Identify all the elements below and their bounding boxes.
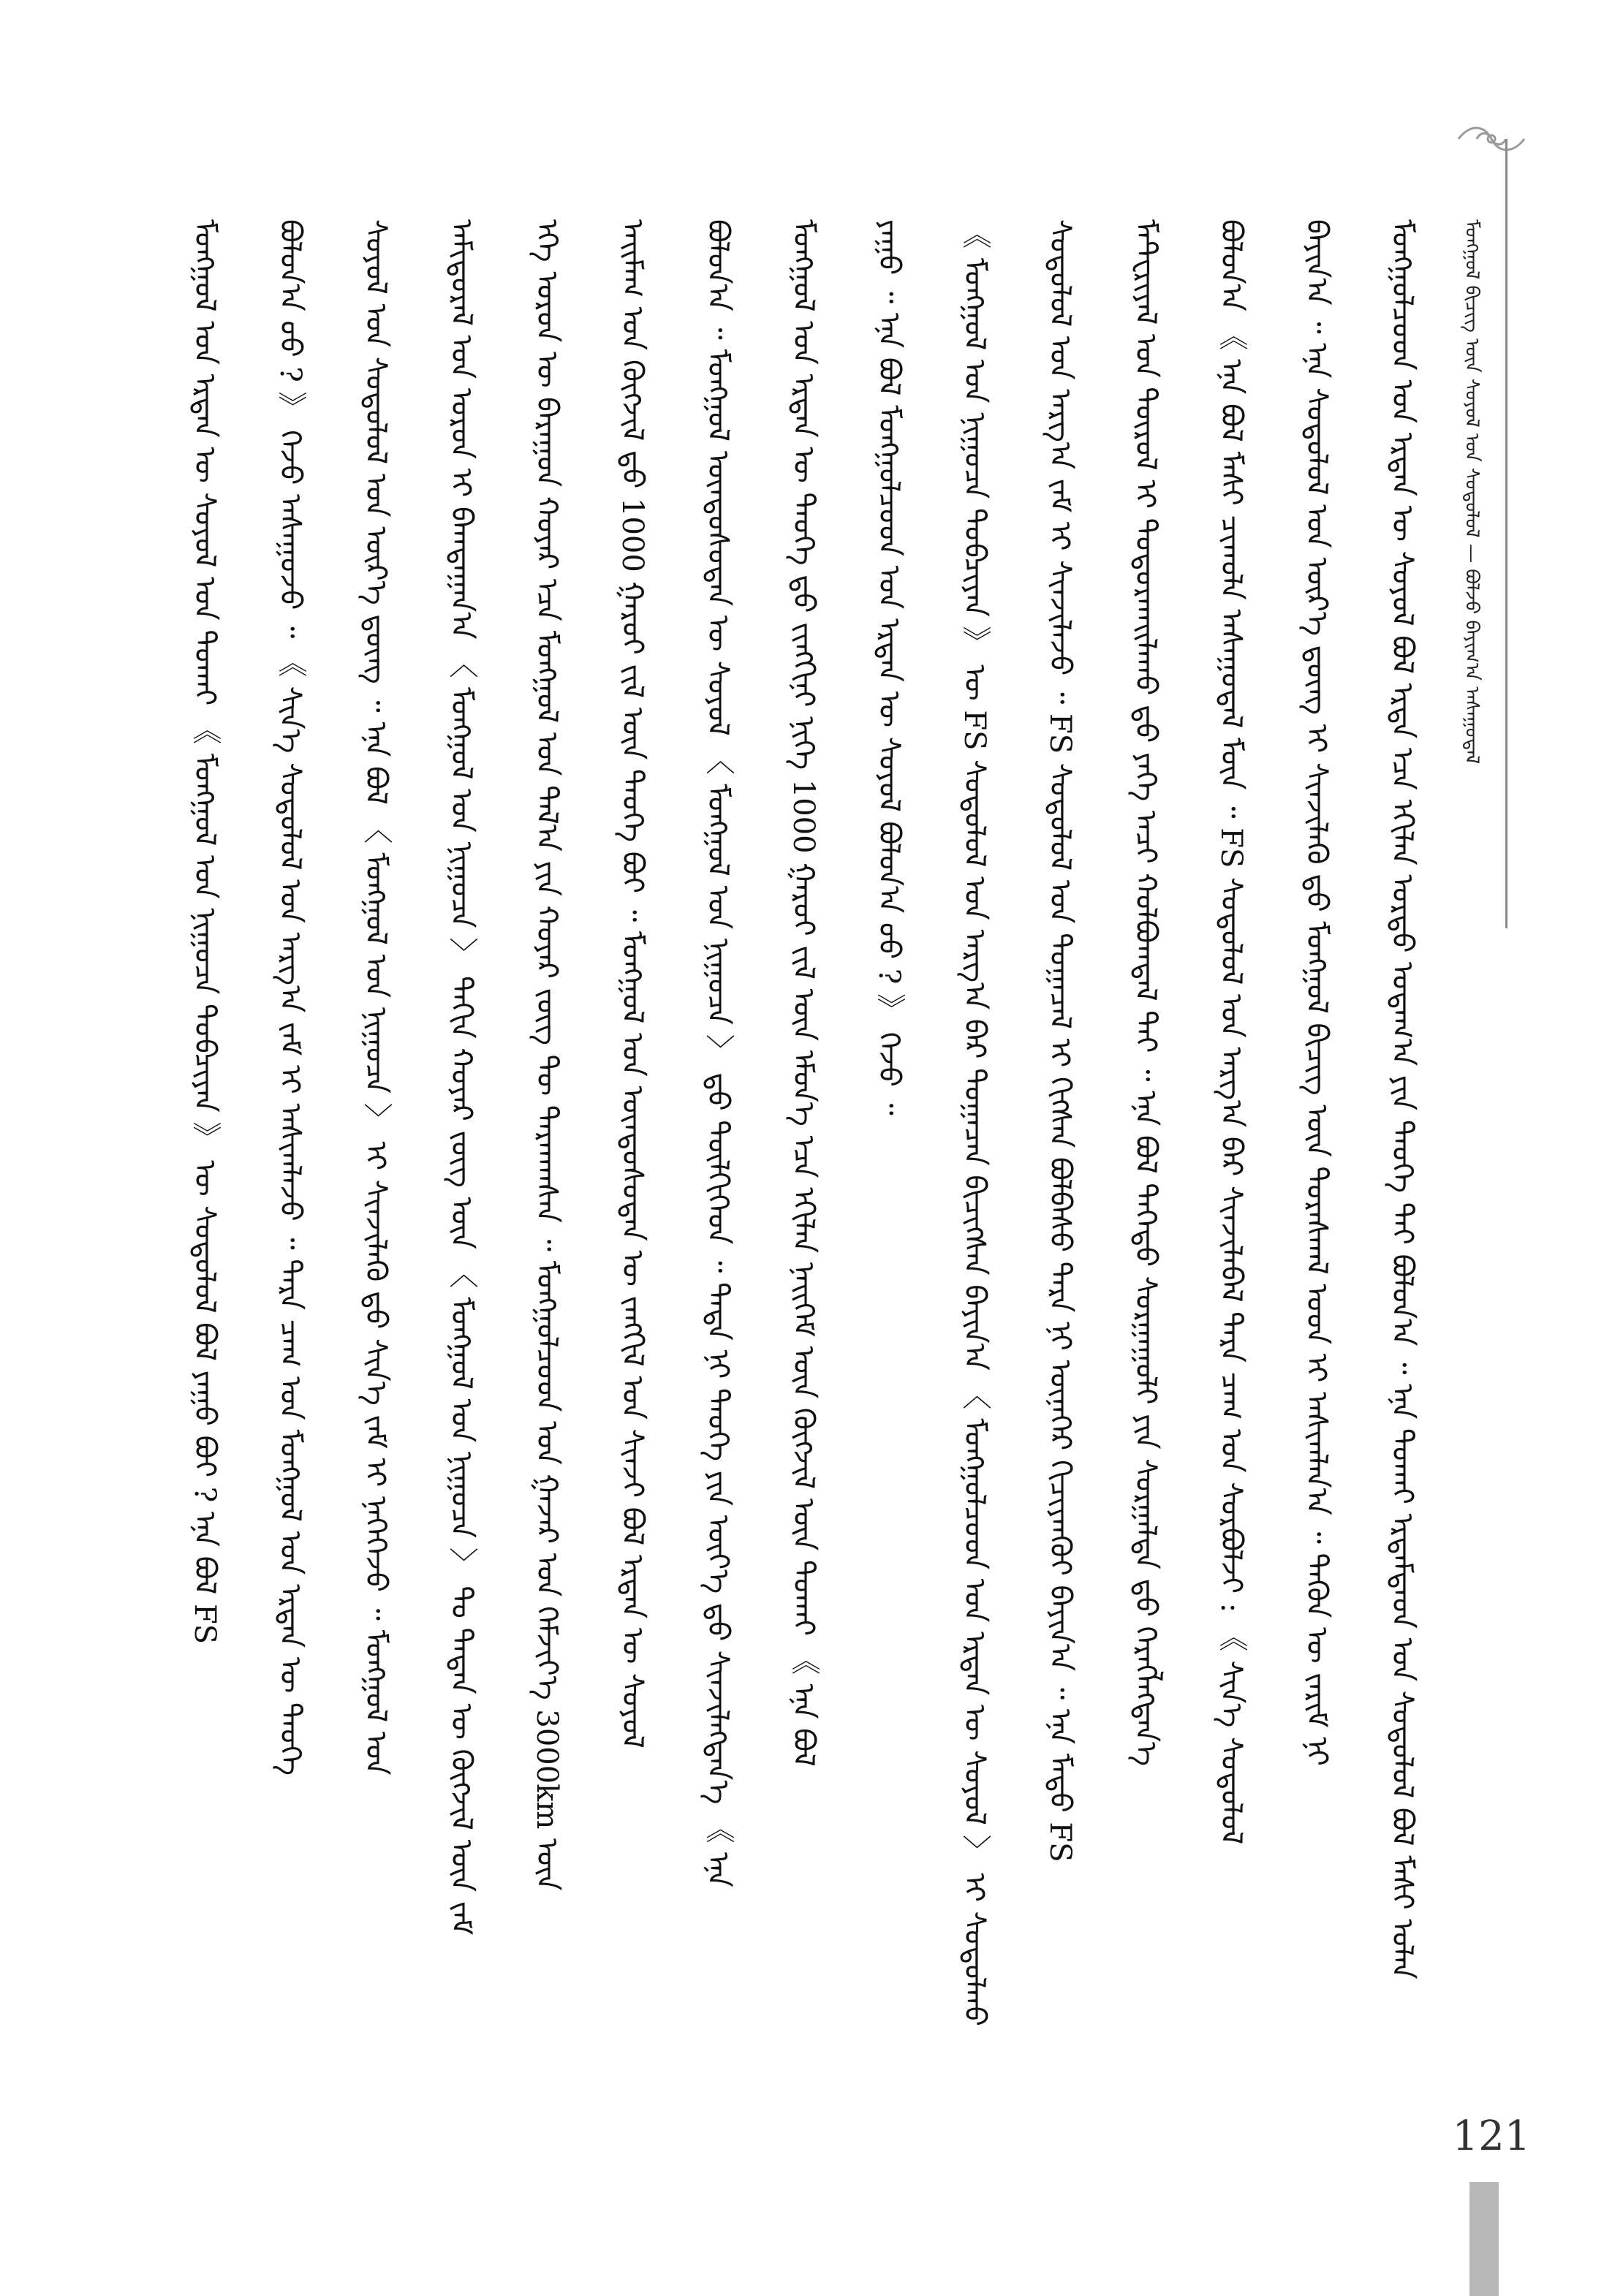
body-text [183,219,1426,2244]
text-column: ᠪᠣᠯᠤᠨ᠎ᠠ ᠤᠤ ? 》 ᠭᠡᠵᠦ ᠠᠰᠠᠭᠤᠵᠤ ᠃ 《 ᠰᠢᠨ᠎ᠡ ᠰᠤᠳᠤᠯᠤᠯ ᠤᠨ ᠠᠷᠭ᠎ᠠ ᠵᠠᠮ ᠢ ᠠᠰᠢᠭᠯᠠᠵᠤ ᠃ ᠲᠡᠷᠡ ᠴᠠᠭ ᠤᠨ ᠮᠣᠩᠭᠣᠯ ᠤᠨ ᠡᠷᠲᠡᠨ ᠦ ᠲᠡᠦᠬᠡ [273,219,307,1776]
text-column: ᠮᠣᠩᠭᠣᠯᠴᠤᠳ ᠤᠨ ᠡᠷᠲᠡᠨ ᠦ ᠰᠣᠶᠣᠯ ᠪᠣᠯ ᠡᠷᠲᠡ ᠡᠴᠡ ᠡᠬᠢᠯᠡᠨ ᠤᠷᠲᠤ ᠤᠳᠠᠭ᠎ᠠ ᠶᠢᠨ ᠲᠡᠦᠬᠡ ᠲᠠᠢ ᠪᠣᠯᠤᠨ᠎ᠠ ᠃ ᠡᠨᠡ ᠲᠤᠬᠠᠢ ᠡᠷᠳᠡᠮᠲᠡᠳ ᠤᠨ ᠰᠤᠳᠤᠯᠤᠯ ᠪᠣᠯ ᠮᠠᠰᠢ ᠣᠯᠠᠨ [1385,219,1419,1979]
text-column: ᠠᠮᠢᠳᠤᠷᠠᠯ ᠤᠨ ᠣᠷᠣᠨ ᠢ ᠪᠠᠭᠲᠠᠭᠠᠨ᠎ᠠ 〈 ᠮᠣᠩᠭᠣᠯ ᠤᠨ ᠨᠢᠭᠤᠴᠠ 〉 ᠳᠠᠬᠢᠨ ᠬᠣᠶᠠᠷ ᠵᠦᠭ ᠦᠨ 〈 ᠮᠣᠩᠭᠣᠯ ᠤᠨ ᠨᠢᠭᠤᠴᠠ 〉 ᠲᠤ ᠲᠡᠳᠡᠨ ᠦ ᠬᠥᠭᠵᠢᠯ ᠦᠨ ᠵᠠᠮ [444,219,478,1936]
text-column: ᠮᠠᠲᠧᠷᠢᠶᠠᠯ ᠤᠨ ᠲᠦᠷᠦᠯ ᠢ ᠲᠣᠳᠤᠷᠬᠠᠢᠯᠠᠬᠤ ᠳ᠋ᠤ ᠶᠡᠬᠡ ᠠᠴᠢ ᠬᠣᠯᠪᠣᠭᠳᠠᠯ ᠲᠠᠢ ᠃ ᠡᠨᠡ ᠪᠣᠯ ᠳᠡᠭᠡᠳᠦ ᠰᠤᠷᠭᠠᠭᠤᠯᠢ ᠶᠢᠨ ᠰᠤᠷᠭᠠᠯᠲᠠ ᠳ᠋ᠤ ᠬᠡᠷᠡᠭᠯᠡᠭᠳᠡᠨ᠎ᠡ [1129,219,1162,1767]
text-column: 《 ᠮᠣᠩᠭᠣᠯ ᠤᠨ ᠨᠢᠭᠤᠴᠠ ᠲᠣᠪᠴᠢᠶᠠᠨ 》 ᠦ FS ᠰᠤᠳᠤᠯᠤᠯ ᠤᠨ ᠠᠷᠭ᠎ᠠ ᠪᠠᠷ ᠲᠣᠭᠠᠴᠠᠨ ᠪᠢᠴᠢᠭᠰᠡᠨ ᠪᠠᠶᠢᠨ᠎ᠠ 〈 ᠮᠣᠩᠭᠣᠯᠴᠤᠳ ᠤᠨ ᠡᠷᠲᠡᠨ ᠦ ᠰᠣᠶᠣᠯ 〉 ᠢ ᠰᠤᠳᠤᠯᠬᠤ [958,219,991,2026]
text-column: ᠪᠣᠯᠤᠨ᠎ᠠ ᠃ ᠮᠣᠩᠭᠣᠯ ᠦᠨᠳᠦᠰᠦᠲᠡᠨ ᠦ ᠰᠣᠶᠣᠯ 〈 ᠮᠣᠩᠭᠣᠯ ᠤᠨ ᠨᠢᠭᠤᠴᠠ 〉 ᠳ᠋ᠤ ᠲᠦᠯᠬᠢᠭᠡᠳ ᠃ ᠲᠡᠳᠡ ᠨᠢ ᠲᠡᠦᠬᠡ ᠶᠢᠨ ᠦᠶ᠎ᠡ ᠳ᠋ᠤ ᠰᠢᠨᠵᠢᠯᠡᠭᠳᠡᠨ᠎ᠡ 《 ᠡᠨᠡ [701,219,735,1887]
header-ornament [1455,117,1535,161]
text-column: ᠪᠠᠶᠢᠨ᠎ᠠ ᠃ ᠡᠨᠡ ᠰᠤᠳᠤᠯᠤᠯ ᠤᠨ ᠦᠷ᠎ᠡ ᠳ᠋ᠦᠩ ᠢ ᠰᠢᠨᠵᠢᠯᠡᠬᠦ ᠳ᠋ᠤ ᠮᠣᠩᠭᠣᠯ ᠪᠢᠴᠢᠭ᠌ ᠦᠨ ᠳᠤᠷᠠᠰᠬᠠᠯ ᠤᠳ ᠢ ᠠᠰᠢᠭᠯᠠᠨ᠎ᠠ ᠃ ᠲᠡᠭᠦᠨ ᠦ ᠵᠠᠷᠢᠮ ᠨᠢ [1300,219,1333,1766]
page-edge-bar [1469,2182,1499,2296]
text-column: ᠶᠠᠭᠤ ᠃ ᠡᠨᠡ ᠪᠣᠯ ᠮᠣᠩᠭᠣᠯᠴᠤᠳ ᠤᠨ ᠡᠷᠲᠡᠨ ᠦ ᠰᠣᠶᠣᠯ ᠪᠣᠯᠤᠨ᠎ᠠ ᠤᠤ ? 》 ᠭᠡᠵᠦ ᠃ [872,219,906,1115]
page-number: 121 [1452,2113,1531,2160]
text-column: ᠰᠣᠶᠣᠯ ᠤᠨ ᠰᠤᠳᠤᠯᠤᠯ ᠤᠨ ᠦᠷ᠎ᠡ ᠳ᠋ᠦᠩ ᠃ ᠡᠨᠡ ᠪᠣᠯ 〈 ᠮᠣᠩᠭᠣᠯ ᠤᠨ ᠨᠢᠭᠤᠴᠠ 〉 ᠢ ᠰᠢᠨᠵᠢᠯᠡᠬᠦ ᠳ᠋ᠤ ᠰᠢᠨ᠎ᠡ ᠵᠠᠮ ᠢ ᠨᠡᠭᠡᠭᠡᠵᠦ ᠃ ᠮᠣᠩᠭᠣᠯ ᠤᠨ [359,219,393,1776]
text-column: ᠠᠢᠮᠠᠭ ᠤᠨ ᠬᠥᠭᠵᠢᠯ ᠳ᠋ᠤ 1000 ᠭᠠᠷᠤᠢ ᠵᠢᠯ ᠦᠨ ᠲᠡᠦᠬᠡ ᠪᠤᠢ ᠃ ᠮᠣᠩᠭᠣᠯ ᠤᠨ ᠦᠨᠳᠦᠰᠦᠲᠡᠨ ᠦ ᠵᠠᠩᠬᠢᠯ ᠤᠨ ᠰᠢᠨᠵᠢ ᠪᠣᠯ ᠡᠷᠲᠡᠨ ᠦ ᠰᠣᠶᠣᠯ [616,219,649,1748]
text-column: ᠮᠣᠩᠭᠣᠯ ᠤᠨ ᠡᠷᠲᠡᠨ ᠦ ᠰᠣᠶᠣᠯ ᠤᠨ ᠲᠤᠬᠠᠢ 《 ᠮᠣᠩᠭᠣᠯ ᠤᠨ ᠨᠢᠭᠤᠴᠠ ᠲᠣᠪᠴᠢᠶᠠᠨ 》 ᠦ ᠰᠤᠳᠤᠯᠤᠯ ᠪᠣᠯ ᠶᠠᠭᠤ ᠪᠤᠢ ? ᠡᠨᠡ ᠪᠣᠯ FS [188,219,222,1645]
text-column: ᠮᠣᠩᠭᠣᠯ ᠤᠨ ᠡᠷᠲᠡᠨ ᠦ ᠲᠡᠦᠬᠡ ᠳ᠋ᠤ ᠵᠢᠩᠬᠢᠨᠢ ᠨᠢᠭᠡ 1000 ᠭᠠᠷᠤᠢ ᠵᠢᠯ ᠦᠨ ᠡᠮᠦᠨ᠎ᠡ ᠡᠴᠡ ᠡᠬᠢᠯᠡᠨ ᠨᠡᠢᠭᠡᠮ ᠦᠨ ᠬᠥᠭᠵᠢᠯ ᠦᠨ ᠲᠤᠬᠠᠢ 《 ᠡᠨᠡ ᠪᠣᠯ [787,219,820,1767]
header-rule [1505,139,1507,928]
running-header: ᠮᠣᠩᠭᠣᠯ ᠪᠢᠴᠢᠭ᠌ ᠦᠨ ᠰᠣᠶᠣᠯ ᠤᠨ ᠰᠤᠳᠤᠯᠤᠯ — ᠪᠣᠯᠵᠤ ᠪᠠᠶᠢᠭ᠎ᠠ ᠠᠰᠠᠭᠤᠳᠠᠯ [1461,219,1483,765]
text-column: ᠡᠬᠡ ᠣᠷᠣᠨ ᠦ ᠪᠠᠷᠠᠭᠤᠨ ᠬᠣᠶᠠᠷ ᠡᠴᠡ ᠮᠣᠩᠭᠣᠯ ᠤᠨ ᠲᠠᠯ᠎ᠠ ᠶᠢᠨ ᠬᠣᠶᠠᠷ ᠵᠦᠭ ᠲᠦ ᠲᠠᠷᠬᠠᠭᠰᠠᠨ ᠃ ᠮᠣᠩᠭᠣᠯᠴᠤᠳ ᠤᠨ ᠭᠠᠵᠠᠷ ᠤᠨ ᠬᠡᠮᠵᠢᠶ᠎ᠡ 3000km ᠦᠨ [530,219,564,1891]
text-column: ᠪᠣᠯᠤᠨ᠎ᠠ 《 ᠡᠨᠡ ᠪᠣᠯ ᠮᠠᠰᠢ ᠴᠢᠬᠤᠯᠠ ᠠᠰᠠᠭᠤᠳᠠᠯ ᠮᠥᠨ ᠃ FS ᠰᠤᠳᠤᠯᠤᠯ ᠤᠨ ᠠᠷᠭ᠎ᠠ ᠪᠠᠷ ᠰᠢᠨᠵᠢᠯᠡᠪᠡᠯ ᠲᠡᠷᠡ ᠴᠠᠭ ᠤᠨ ᠰᠤᠷᠪᠤᠯᠵᠢ : 《 ᠰᠢᠨ᠎ᠡ ᠰᠤᠳᠤᠯᠤᠯ [1214,219,1248,1845]
text-column: ᠰᠤᠳᠤᠯᠤᠯ ᠤᠨ ᠠᠷᠭ᠎ᠠ ᠵᠠᠮ ᠢ ᠰᠢᠨᠵᠢᠯᠡᠵᠦ ᠃ FS ᠰᠤᠳᠤᠯᠤᠯ ᠤᠨ ᠲᠣᠭᠠᠴᠠᠯ ᠢ ᠬᠢᠭᠰᠡᠨ ᠪᠣᠯᠪᠠᠰᠤ ᠲᠡᠷᠡ ᠨᠢ ᠦᠨᠡᠬᠡᠷ ᠬᠢᠴᠢᠶᠡᠨᠭᠦᠢ ᠪᠠᠶᠢᠨ᠎ᠠ ᠃ ᠡᠨᠡ ᠮᠡᠲᠦ FS [1043,219,1077,1863]
